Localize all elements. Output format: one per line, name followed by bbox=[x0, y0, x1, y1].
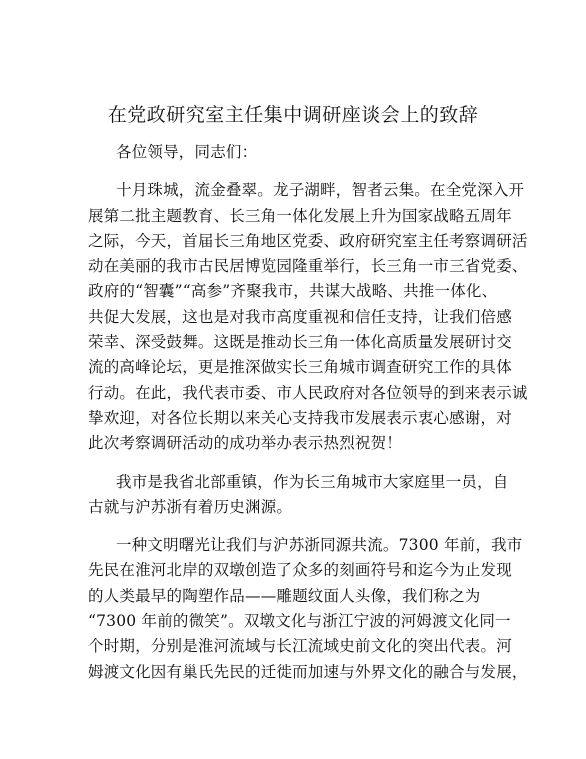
salutation-paragraph bbox=[88, 140, 502, 165]
text-line: 挚欢迎，对各位长期以来关心支持我市发展表示衷心感谢，对 bbox=[88, 408, 512, 427]
text-line: 的人类最早的陶塑作品——雕题纹面人头像，我们称之为 bbox=[88, 586, 481, 605]
text-line: 姆渡文化因有巢氏先民的迁徙而加速与外界文化的融合与发展， bbox=[88, 662, 528, 681]
text-line: 之际，今天，首届长三角地区党委、政府研究室主任考察调研活 bbox=[88, 231, 528, 250]
text-line: 古就与沪苏浙有着历史渊源。 bbox=[88, 497, 293, 516]
text-line: 此次考察调研活动的成功举办表示热烈祝贺！ bbox=[88, 434, 403, 453]
document-title: 在党政研究室主任集中调研座谈会上的致辞 bbox=[107, 104, 479, 126]
text-line: 共促大发展，这也是对我市高度重视和信任支持，让我们倍感 bbox=[88, 307, 512, 326]
civilization-paragraph bbox=[88, 533, 528, 685]
text-line: 流的高峰论坛，更是推深做实长三角城市调查研究工作的具体 bbox=[88, 358, 512, 377]
document-body bbox=[88, 140, 528, 698]
text-line: 政府的“智囊”“高参”齐聚我市，共谋大战略、共推一体化、 bbox=[88, 282, 498, 301]
opening-paragraph bbox=[88, 178, 528, 456]
text-line: “7300 年前的微笑”。双墩文化与浙江宁波的河姆渡文化同一 bbox=[88, 612, 511, 631]
text-line: 一种文明曙光让我们与沪苏浙同源共流。7300 年前，我市 bbox=[116, 536, 523, 555]
text-line: 个时期，分别是淮河流域与长江流域史前文化的突出代表。河 bbox=[88, 637, 512, 656]
text-line: 各位领导，同志们： bbox=[116, 143, 258, 161]
text-line: 先民在淮河北岸的双墩创造了众多的刻画符号和迄今为止发现 bbox=[88, 561, 512, 580]
city-intro-paragraph bbox=[88, 470, 509, 521]
text-line: 动在美丽的我市古民居博览园隆重举行，长三角一市三省党委、 bbox=[88, 257, 528, 276]
text-line: 我市是我省北部重镇，作为长三角城市大家庭里一员，自 bbox=[116, 472, 509, 491]
text-line: 展第二批主题教育、长三角一体化发展上升为国家战略五周年 bbox=[88, 206, 512, 225]
text-line: 荣幸、深受鼓舞。这既是推动长三角一体化高质量发展研讨交 bbox=[88, 333, 512, 352]
text-line: 行动。在此，我代表市委、市人民政府对各位领导的到来表示诚 bbox=[88, 383, 528, 402]
text-line: 十月珠城，流金叠翠。龙子湖畔，智者云集。在全党深入开 bbox=[116, 181, 525, 200]
